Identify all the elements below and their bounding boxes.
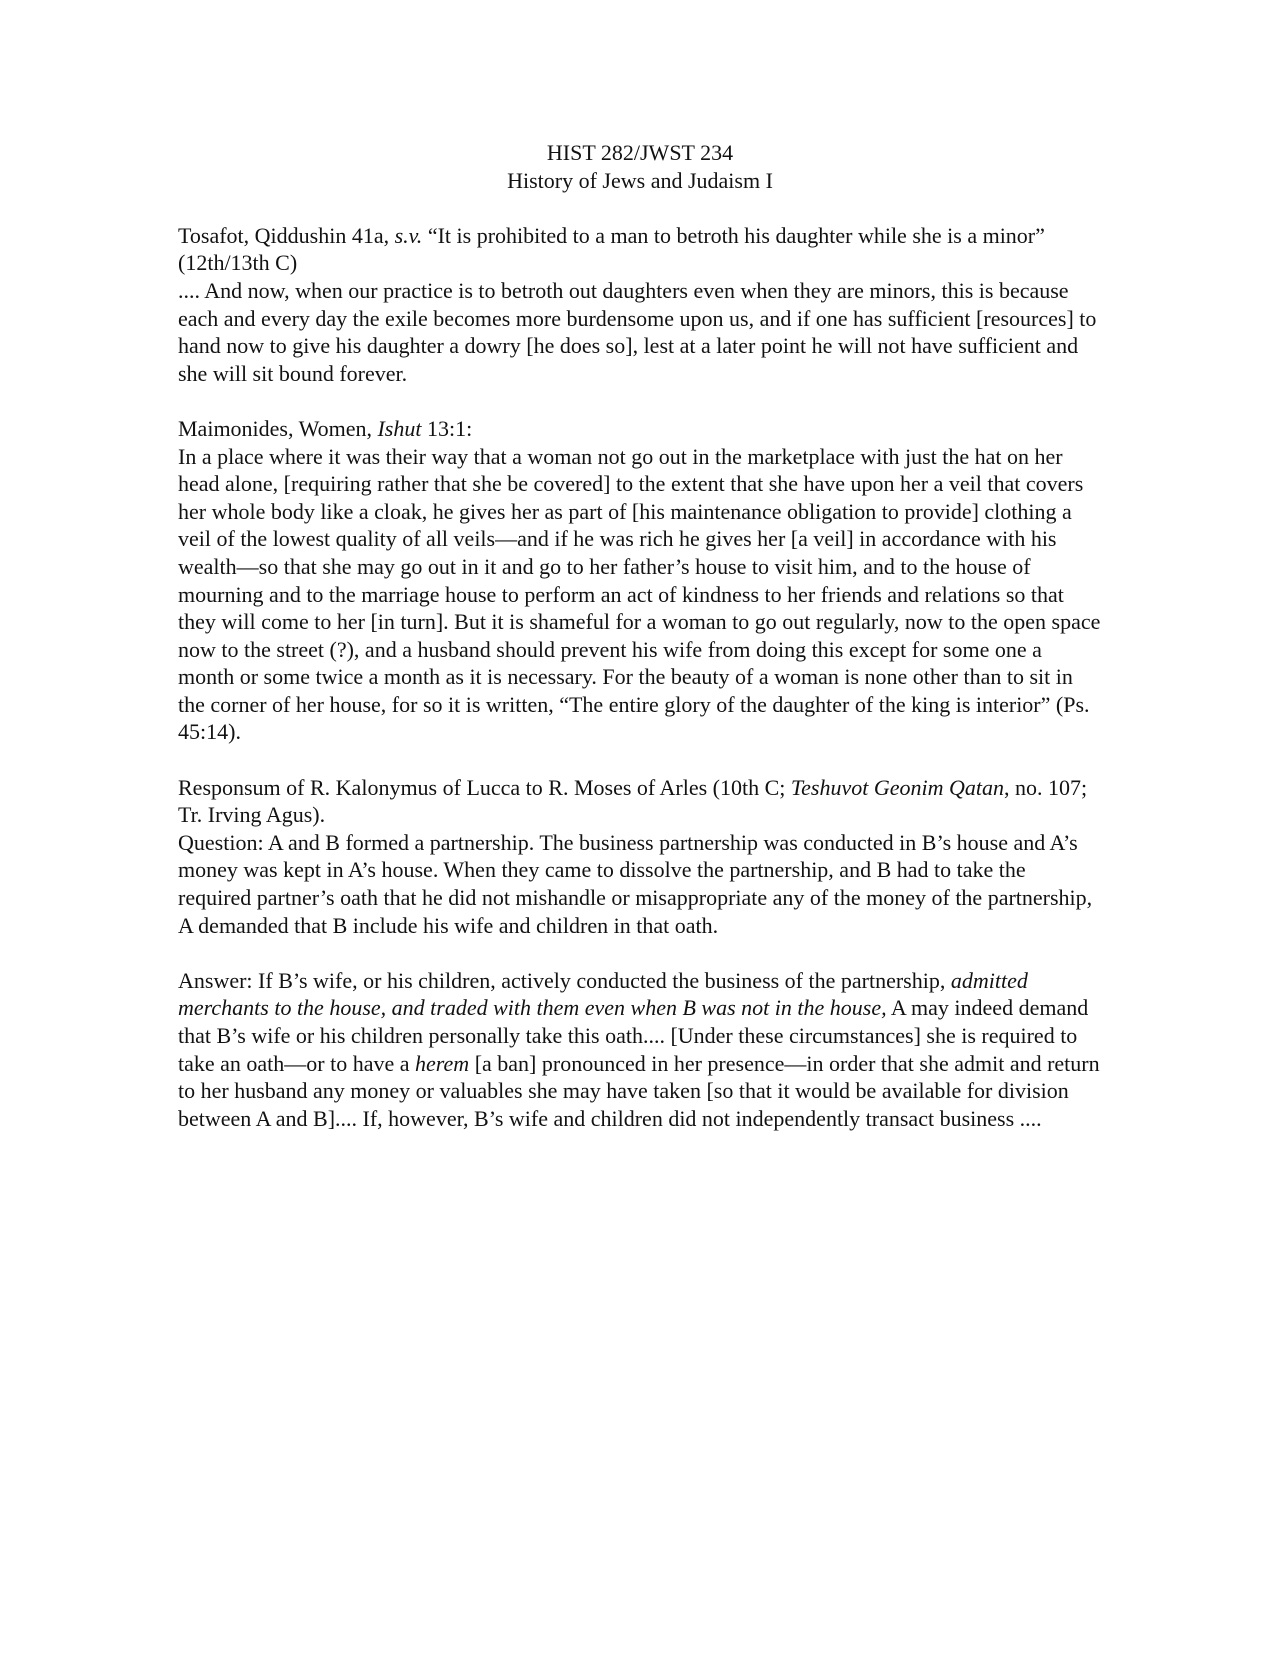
responsum-heading: [178, 774, 1102, 829]
text-segment: Maimonides, Women,: [178, 415, 378, 441]
blank-line: [178, 939, 1102, 967]
maimonides-heading: [178, 415, 1102, 443]
text-segment: In a place where it was their way that a woman not go out in the marketplace with just the hat on her head alone, [requiring rather that she be covered] to the extent that she have upon her a veil that covers her whole body like a cloak, he gives her as part of [his maintenance obligation to provide] clothing a veil of the lowest quality of all veils—and if he was rich he gives her [a veil] in accordance with his wealth—so that she may go out in it and go to her father’s house to visit him, and to the house of mourning and to the marriage house to perform an act of kindness to her friends and relations so that they will come to her [in turn]. But it is shameful for a woman to go out regularly, now to the open space now to the street (?), and a husband should prevent his wife from doing this except for some one a month or some twice a month as it is necessary. For the beauty of a woman is none other than to sit in the corner of her house, for so it is written, “The entire glory of the daughter of the king is interior” (Ps. 45:14).: [178, 443, 1101, 745]
maimonides-text: [178, 443, 1102, 747]
italic-text-segment: Ishut: [377, 415, 422, 441]
text-segment: HIST 282/JWST 234: [546, 140, 734, 165]
text-segment: Answer: If B’s wife, or his children, actively conducted the business of the partnership,: [178, 967, 951, 993]
blank-line: [178, 387, 1102, 415]
text-segment: , no. 107; Tr. Irving Agus).: [178, 774, 1088, 828]
text-segment: Responsum of R. Kalonymus of Lucca to R. Moses of Arles (10th C;: [178, 774, 791, 800]
document-body: [178, 139, 1102, 1132]
text-segment: 13:1:: [421, 415, 473, 441]
text-segment: .... And now, when our practice is to betroth out daughters even when they are minors, this is because each and every day the exile becomes more burdensome upon us, and if one has sufficient [resources] to hand now to give his daughter a dowry [he does so], lest at a later point he will not have sufficient and she will sit bound forever.: [178, 277, 1097, 386]
italic-text-segment: s.v.: [394, 222, 423, 248]
blank-line: [178, 746, 1102, 774]
blank-line: [178, 194, 1102, 222]
text-segment: Tosafot, Qiddushin 41a,: [178, 222, 395, 248]
title-line-2: [178, 167, 1102, 195]
title-line-1: [178, 139, 1102, 167]
italic-text-segment: herem: [415, 1050, 470, 1076]
text-segment: A may indeed demand that B’s wife or his children personally take this oath.... [Under these circumstances] she is required to take an oath—or to have a: [178, 995, 1089, 1076]
text-segment: Question: A and B formed a partnership. The business partnership was conducted in B’s house and A’s money was kept in A’s house. When they came to dissolve the partnership, and B had to take the required partner’s oath that he did not mishandle or misappropriate any of the money of the partnership, A demanded that B include his wife and children in that oath.: [178, 829, 1093, 938]
tosafot-heading: [178, 222, 1102, 277]
question-text: [178, 829, 1102, 939]
answer-text: [178, 967, 1102, 1133]
text-segment: “It is prohibited to a man to betroth his daughter while she is a minor” (12th/13th C): [178, 222, 1045, 276]
italic-text-segment: Teshuvot Geonim Qatan: [790, 774, 1004, 800]
text-segment: [a ban] pronounced in her presence—in order that she admit and return to her husband any money or valuables she may have taken [so that it would be available for division between A and B].... If, however, B’s wife and children did not independently transact business ....: [178, 1050, 1100, 1131]
italic-text-segment: admitted merchants to the house, and traded with them even when B was not in the house,: [178, 967, 1028, 1021]
text-segment: History of Jews and Judaism I: [507, 167, 773, 193]
tosafot-text: [178, 277, 1102, 387]
